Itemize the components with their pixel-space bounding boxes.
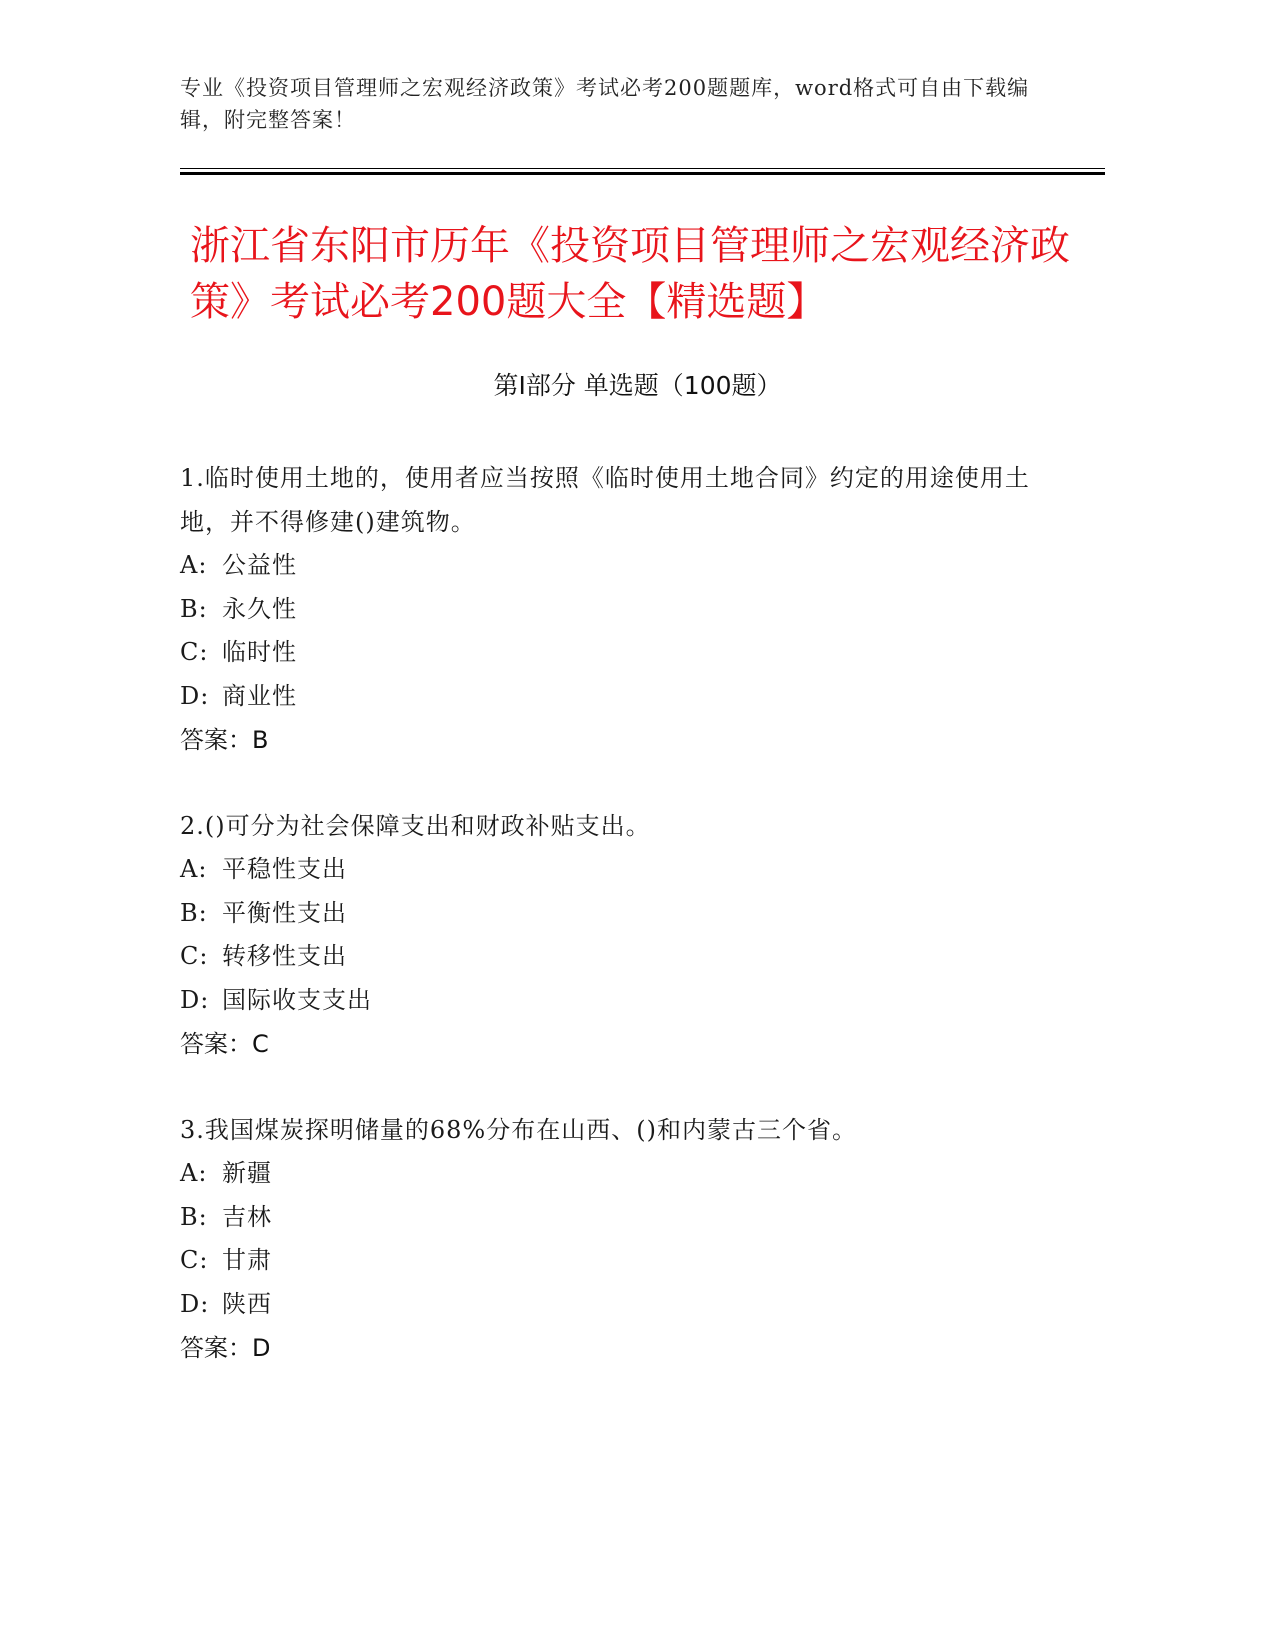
question-3: [180, 1108, 1060, 1370]
option-text: 商业性: [222, 681, 297, 710]
option-letter: B:: [180, 594, 208, 623]
question-2: [180, 804, 1060, 1066]
section-heading: 第I部分 单选题（100题）: [493, 371, 782, 400]
question-1: [180, 456, 1060, 762]
intro-text: 专业《投资项目管理师之宏观经济政策》考试必考200题题库，word格式可自由下载编辑，附完整答案！: [180, 76, 1030, 132]
question-list: [180, 456, 1060, 1412]
option-letter: D:: [180, 985, 210, 1014]
option-a: [180, 1152, 1060, 1196]
option-letter: C:: [180, 1246, 209, 1274]
option-text: 国际收支支出: [222, 985, 372, 1014]
option-text: 永久性: [222, 594, 297, 623]
option-letter: D:: [180, 681, 210, 710]
option-c: [180, 631, 1060, 675]
option-text: 陕西: [222, 1289, 272, 1318]
answer-line: 答案：D: [180, 1334, 271, 1362]
answer-line: 答案：C: [180, 1030, 269, 1058]
header-divider-thin: [180, 168, 1105, 169]
option-letter: C:: [180, 942, 209, 970]
option-letter: A:: [180, 551, 208, 579]
option-text: 平衡性支出: [222, 898, 347, 927]
option-letter: B:: [180, 1202, 208, 1231]
option-text: 新疆: [222, 1159, 272, 1187]
option-b: [180, 588, 1060, 632]
option-text: 临时性: [222, 638, 297, 666]
option-text: 转移性支出: [222, 942, 347, 970]
option-b: [180, 892, 1060, 936]
answer-line: 答案：B: [180, 726, 269, 754]
header-divider-thick: [180, 172, 1105, 175]
option-letter: A:: [180, 1159, 208, 1187]
option-d: [180, 979, 1060, 1023]
option-c: [180, 1239, 1060, 1283]
option-b: [180, 1196, 1060, 1240]
option-text: 公益性: [222, 551, 297, 579]
option-letter: A:: [180, 855, 208, 883]
option-a: [180, 848, 1060, 892]
option-text: 吉林: [222, 1202, 272, 1231]
question-stem: 3.我国煤炭探明储量的68%分布在山西、()和内蒙古三个省。: [180, 1116, 857, 1144]
option-letter: C:: [180, 638, 209, 666]
option-d: [180, 1283, 1060, 1327]
question-stem: 2.()可分为社会保障支出和财政补贴支出。: [180, 812, 651, 840]
option-text: 甘肃: [222, 1246, 272, 1274]
option-d: [180, 675, 1060, 719]
option-a: [180, 544, 1060, 588]
document-title: 浙江省东阳市历年《投资项目管理师之宏观经济政策》考试必考200题大全【精选题】: [190, 223, 1070, 325]
option-c: [180, 935, 1060, 979]
option-letter: D:: [180, 1289, 210, 1318]
option-text: 平稳性支出: [222, 855, 347, 883]
option-letter: B:: [180, 898, 208, 927]
question-stem: 1.临时使用土地的，使用者应当按照《临时使用土地合同》约定的用途使用土地，并不得修建()建筑物。: [180, 464, 1030, 536]
